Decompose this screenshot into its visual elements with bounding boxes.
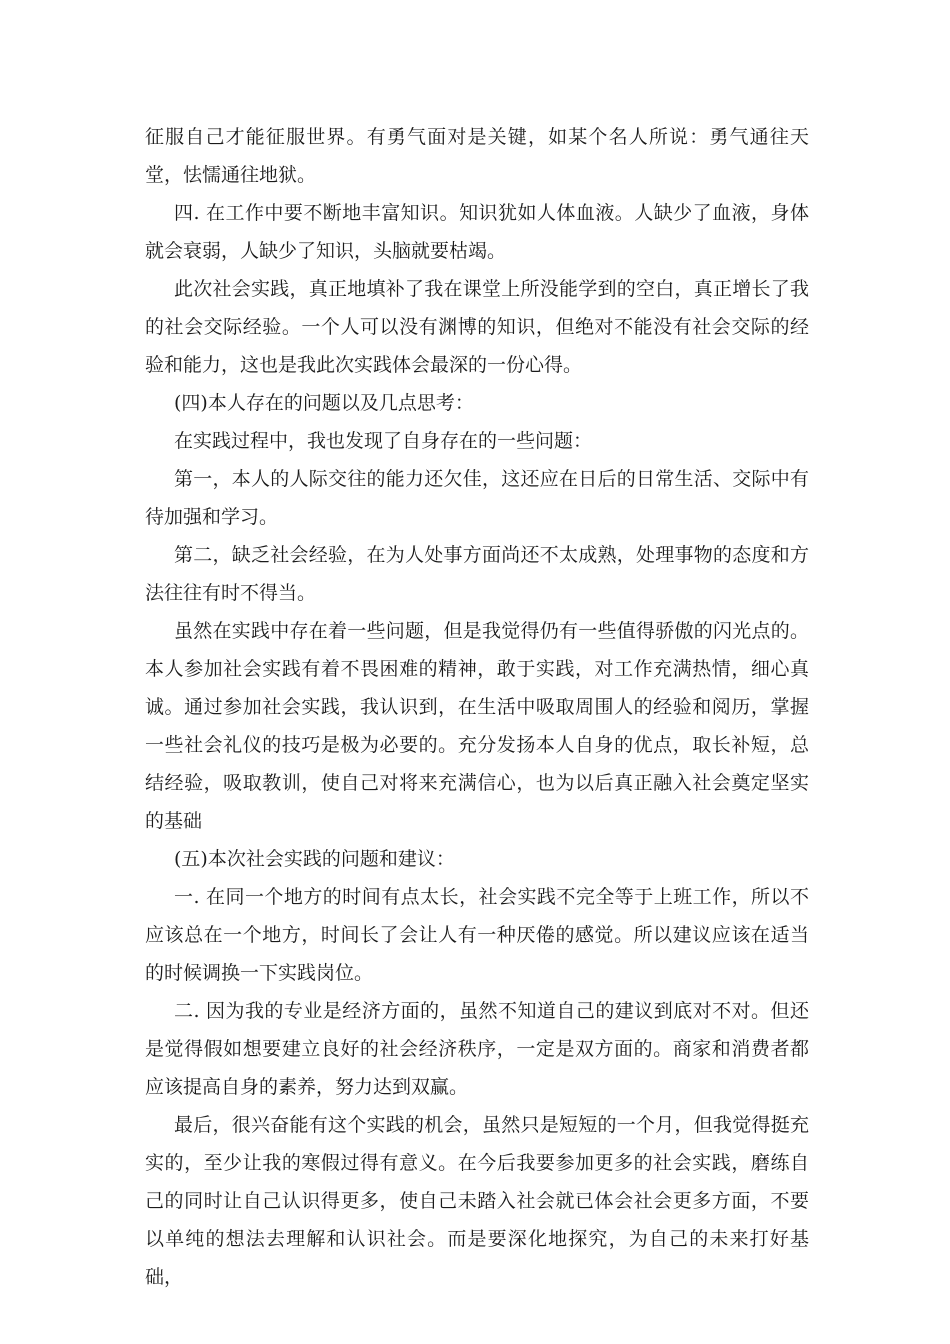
paragraph-8: 虽然在实践中存在着一些问题，但是我觉得仍有一些值得骄傲的闪光点的。本人参加社会实践有着不畏困难的精神，敢于实践，对工作充满热情，细心真诚。通过参加社会实践，我认识到，在生活中吸取周围人的经验和阅历，掌握一些社会礼仪的技巧是极为必要的。充分发扬本人自身的优点，取长补短，总结经验，吸取教训，使自己对将来充满信心，也为以后真正融入社会奠定坚实的基础 — [145, 620, 809, 832]
paragraph-7: 第二，缺乏社会经验，在为人处事方面尚还不太成熟，处理事物的态度和方法往往有时不得当。 — [145, 544, 809, 604]
paragraph-12: 最后，很兴奋能有这个实践的机会，虽然只是短短的一个月，但我觉得挺充实的，至少让我的寒假过得有意义。在今后我要参加更多的社会实践，磨练自己的同时让自己认识得更多，使自己未踏入社会就已体会社会更多方面，不要以单纯的想法去理解和认识社会。而是要深化地探究，为自己的未来打好基础， — [145, 1114, 809, 1288]
section-heading-5: (五)本次社会实践的问题和建议： — [174, 848, 455, 870]
paragraph-11: 二. 因为我的专业是经济方面的，虽然不知道自己的建议到底对不对。但还是觉得假如想要建立良好的社会经济秩序，一定是双方面的。商家和消费者都应该提高自身的素养，努力达到双赢。 — [145, 1000, 809, 1098]
document-body — [145, 118, 809, 1296]
paragraph-2: 四. 在工作中要不断地丰富知识。知识犹如人体血液。人缺少了血液，身体就会衰弱，人缺少了知识，头脑就要枯竭。 — [145, 202, 809, 262]
paragraph-6: 第一，本人的人际交往的能力还欠佳，这还应在日后的日常生活、交际中有待加强和学习。 — [145, 468, 809, 528]
paragraph-10: 一. 在同一个地方的时间有点太长，社会实践不完全等于上班工作，所以不应该总在一个地方，时间长了会让人有一种厌倦的感觉。所以建议应该在适当的时候调换一下实践岗位。 — [145, 886, 809, 984]
paragraph-5: 在实践过程中，我也发现了自身存在的一些问题： — [174, 430, 593, 452]
paragraph-3: 此次社会实践，真正地填补了我在课堂上所没能学到的空白，真正增长了我的社会交际经验。一个人可以没有渊博的知识，但绝对不能没有社会交际的经验和能力，这也是我此次实践体会最深的一份心得。 — [145, 278, 809, 376]
paragraph-1: 征服自己才能征服世界。有勇气面对是关键，如某个名人所说：勇气通往天堂，怯懦通往地狱。 — [145, 126, 809, 186]
section-heading-4: (四)本人存在的问题以及几点思考： — [174, 392, 474, 414]
